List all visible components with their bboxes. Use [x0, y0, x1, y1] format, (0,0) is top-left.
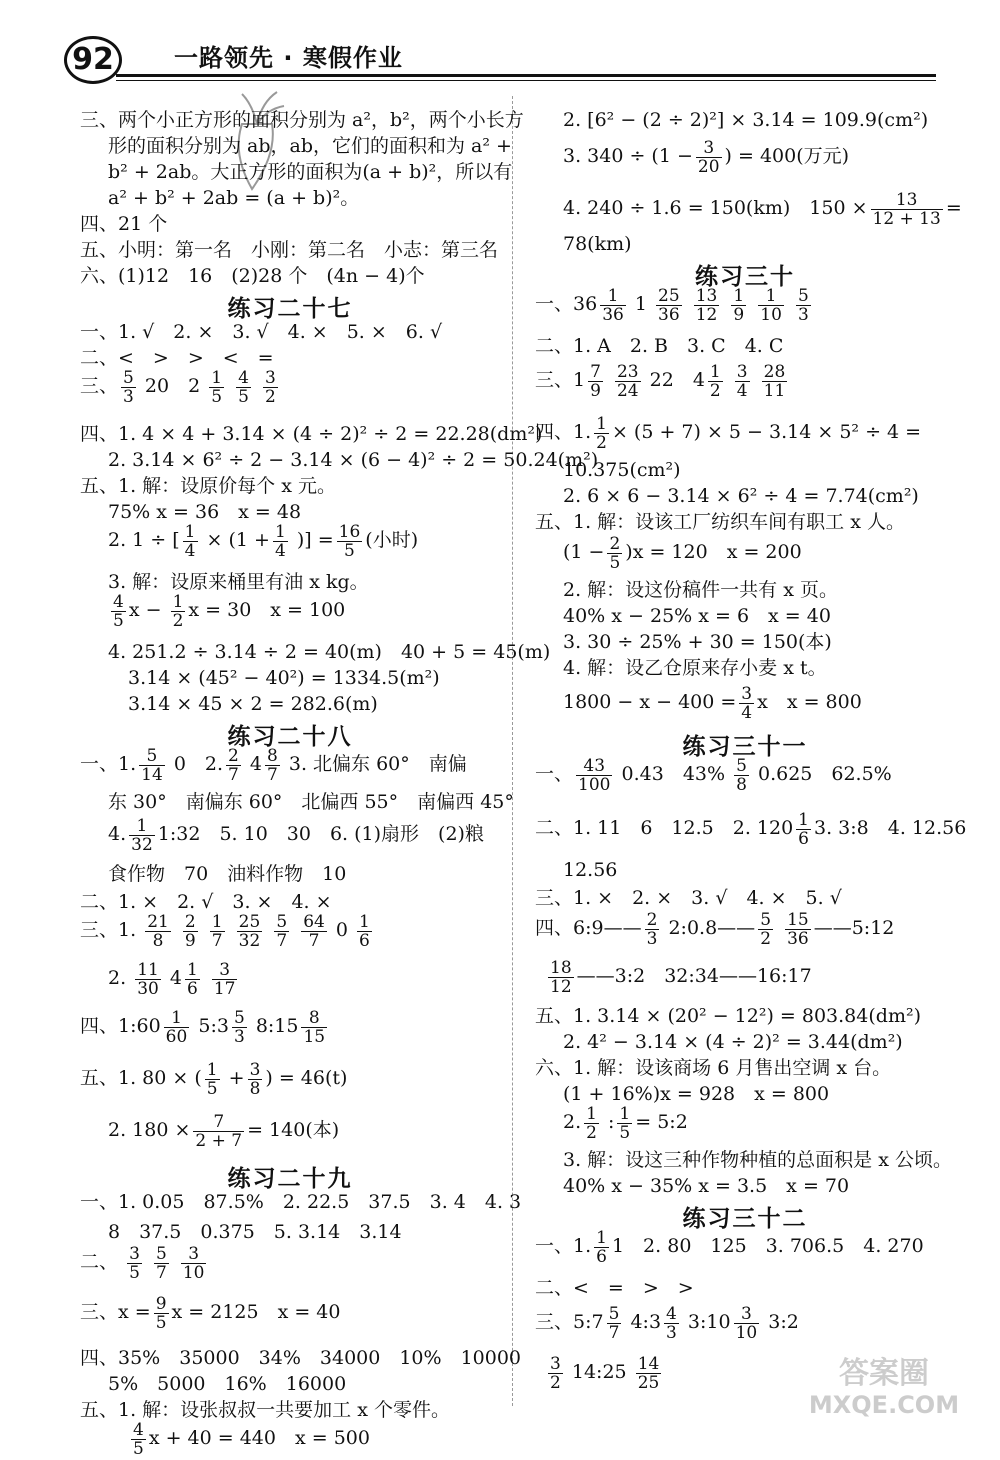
section-title: 练习二十七 [227, 296, 353, 322]
answer-line: 四、1. $\frac{1}{2}$ × (5 + 7) × 5 − 3.14 × 5² ÷ 4 = [535, 413, 922, 453]
answer-line: 一、1. $\frac{1}{6}$ 1 2. 80 125 3. 706.5 4. 270 [535, 1227, 924, 1267]
answer-line: 2. 解：设这份稿件一共有 x 页。 [563, 579, 838, 601]
answer-line: 2. 4² − 3.14 × (4 ÷ 2)² = 3.44(dm²) [563, 1031, 903, 1053]
answer-line: (1 − $\frac{2}{5}$ )x = 120 x = 200 [563, 533, 802, 573]
answer-line: 3. 30 ÷ 25% + 30 = 150(本) [563, 631, 832, 653]
answer-line: 六、1. 解：设该商场 6 月售出空调 x 台。 [535, 1057, 892, 1079]
answer-line: 五、1. 解：设原价每个 x 元。 [80, 475, 336, 497]
answer-line: 形的面积分别为 ab，ab，它们的面积和为 a² + [108, 135, 512, 157]
answer-line: 二、1. 11 6 12.5 2. 120 $\frac{1}{6}$ 3. 3:8 4. 12.56 [535, 809, 967, 849]
answer-line: 3. 解：设这三种作物种植的总面积是 x 公顷。 [563, 1149, 952, 1171]
answer-line: 一、1. √ 2. × 3. √ 4. × 5. × 6. √ [80, 321, 443, 343]
answer-line: 1800 − x − 400 = $\frac{3}{4}$ x x = 800 [563, 683, 862, 723]
answer-line: 三、x = $\frac{9}{5}$ x = 2125 x = 40 [80, 1293, 341, 1333]
book-title: 一路领先 · 寒假作业 [174, 44, 403, 72]
header-rule-thin [116, 80, 936, 81]
page-number: 92 [64, 36, 122, 84]
answer-line: 三、 $\frac{5}{3}$ 20 2 $\frac{1}{5}$ $\frac{4}{5}$ $\frac{3}{2}$ [80, 367, 276, 407]
answer-line: 二、< = > > [535, 1277, 694, 1299]
answer-line: 一、1. 0.05 87.5% 2. 22.5 37.5 3. 4 4. 3 [80, 1191, 522, 1213]
answer-line: 3.14 × (45² − 40²) = 1334.5(m²) [128, 667, 440, 689]
answer-line: $\frac{4}{5}$ x − $\frac{1}{2}$ x = 30 x = 100 [113, 591, 346, 631]
section-title: 练习三十二 [682, 1206, 808, 1232]
answer-line: 8 37.5 0.375 5. 3.14 3.14 [108, 1221, 402, 1243]
answer-line: $\frac{3}{2}$ 14:25 $\frac{14}{25}$ [550, 1353, 660, 1393]
watermark-en: MXQE.COM [808, 1391, 960, 1419]
answer-line: 五、1. 80 × ( $\frac{1}{5}$ + $\frac{3}{8}$ ) = 46(t) [80, 1059, 348, 1099]
answer-line: 2. 180 × $\frac{7}{2 + 7}$ = 140(本) [108, 1111, 340, 1151]
answer-line: 2. [6² − (2 ÷ 2)²] × 3.14 = 109.9(cm²) [563, 109, 929, 131]
answer-line: 五、1. 3.14 × (20² − 12²) = 803.84(dm²) [535, 1005, 921, 1027]
answer-line: 4. 解：设乙仓原来存小麦 x t。 [563, 657, 827, 679]
header-rule [116, 74, 936, 77]
answer-line: 一、 $\frac{43}{100}$ 0.43 43% $\frac{5}{8}$ 0.625 62.5% [535, 755, 892, 795]
answer-line: 二、< > > < = [80, 347, 274, 369]
answer-line: 一、1. $\frac{5}{14}$ 0 2. $\frac{2}{7}$ 4 $\frac{8}{7}$ 3. 北偏东 60° 南偏 [80, 745, 467, 785]
answer-line: 2. $\frac{11}{30}$ 4 $\frac{1}{6}$ $\frac{3}{17}$ [108, 959, 236, 999]
answer-line: 三、5:7 $\frac{5}{7}$ 4:3 $\frac{4}{3}$ 3:10 $\frac{3}{10}$ 3:2 [535, 1303, 799, 1343]
section-title: 练习二十九 [227, 1166, 353, 1192]
answer-line: 一、36 $\frac{1}{36}$ 1 $\frac{25}{36}$ $\frac{13}{12}$ $\frac{1}{9}$ $\frac{1}{10}$ $\frac{5}{3}$ [535, 285, 809, 325]
answer-line: 三、1 $\frac{7}{9}$ $\frac{23}{24}$ 22 4 $\frac{1}{2}$ $\frac{3}{4}$ $\frac{28}{11}$ [535, 361, 786, 401]
page-header [64, 34, 944, 92]
answer-line: 4. 251.2 ÷ 3.14 ÷ 2 = 40(m) 40 + 5 = 45(m) [108, 641, 551, 663]
section-title: 练习三十 [695, 264, 795, 290]
answer-line: 10.375(cm²) [563, 459, 681, 481]
answer-line: 三、1. $\frac{21}{8}$ $\frac{2}{9}$ $\frac{1}{7}$ $\frac{25}{32}$ $\frac{5}{7}$ $\frac{64}{7}$ 0 $\frac{1}{6}$ [80, 911, 370, 951]
answer-line: 3. 340 ÷ (1 − $\frac{3}{20}$ ) = 400(万元) [563, 137, 850, 177]
answer-line: b² + 2ab。大正方形的面积为(a + b)²，所以有 [108, 161, 513, 183]
answer-line: 2. 1 ÷ [ $\frac{1}{4}$ × (1 + $\frac{1}{4}$ )] = $\frac{16}{5}$ (小时) [108, 521, 419, 561]
section-title: 练习二十八 [227, 724, 353, 750]
answer-line: 五、1. 解：设该工厂纺织车间有职工 x 人。 [535, 511, 905, 533]
answer-line: 12.56 [563, 859, 618, 881]
answer-line: 5% 5000 16% 16000 [108, 1373, 347, 1395]
answer-line: $\frac{18}{12}$ ——3:2 32:34——16:17 [550, 957, 812, 997]
answer-line: 四、1:60 $\frac{1}{60}$ 5:3 $\frac{5}{3}$ 8:15 $\frac{8}{15}$ [80, 1007, 326, 1047]
answer-line: $\frac{4}{5}$ x + 40 = 440 x = 500 [133, 1419, 370, 1459]
answer-line: 40% x − 25% x = 6 x = 40 [563, 605, 831, 627]
answer-line: 3.14 × 45 × 2 = 282.6(m) [128, 693, 378, 715]
answer-line: (1 + 16%)x = 928 x = 800 [563, 1083, 830, 1105]
answer-line: 食作物 70 油料作物 10 [108, 863, 347, 885]
answer-line: 二、1. A 2. B 3. C 4. C [535, 335, 784, 357]
answer-line: 4. 240 ÷ 1.6 = 150(km) 150 × $\frac{13}{12 + 13}$ = [563, 189, 962, 229]
answer-line: 2. 6 × 6 − 3.14 × 6² ÷ 4 = 7.74(cm²) [563, 485, 919, 507]
answer-line: 3. 解：设原来桶里有油 x kg。 [108, 571, 369, 593]
answer-line: 2. 3.14 × 6² ÷ 2 − 3.14 × (6 − 4)² ÷ 2 = 50.24(m²) [108, 449, 599, 471]
answer-line: 2. $\frac{1}{2}$ : $\frac{1}{5}$ = 5:2 [563, 1103, 688, 1143]
answer-line: 四、1. 4 × 4 + 3.14 × (4 ÷ 2)² ÷ 2 = 22.28(dm²) [80, 423, 543, 445]
answer-line: 40% x − 35% x = 3.5 x = 70 [563, 1175, 850, 1197]
answer-line: 三、1. × 2. × 3. √ 4. × 5. √ [535, 887, 842, 909]
answer-line: 78(km) [563, 233, 632, 255]
answer-line: 二、1. × 2. √ 3. × 4. × [80, 891, 332, 913]
answer-line: 六、(1)12 16 (2)28 个 (4n − 4)个 [80, 265, 425, 287]
answer-line: 4. $\frac{1}{32}$ 1:32 5. 10 30 6. (1)扇形 (2)粮 [108, 815, 484, 855]
answer-line: 五、1. 解：设张叔叔一共要加工 x 个零件。 [80, 1399, 450, 1421]
answer-line: 四、21 个 [80, 213, 168, 235]
section-title: 练习三十一 [682, 734, 808, 760]
answer-line: 五、小明：第一名 小刚：第二名 小志：第三名 [80, 239, 499, 261]
answer-line: 东 30° 南偏东 60° 北偏西 55° 南偏西 45° [108, 791, 514, 813]
answer-line: 四、35% 35000 34% 34000 10% 10000 [80, 1347, 522, 1369]
answer-line: 二、 $\frac{3}{5}$ $\frac{5}{7}$ $\frac{3}{10}$ [80, 1243, 205, 1283]
watermark-logo [784, 1349, 984, 1419]
answer-line: 75% x = 36 x = 48 [108, 501, 302, 523]
answer-line: 三、两个小正方形的面积分别为 a²，b²，两个小长方 [80, 109, 524, 131]
answer-line: 四、6:9—— $\frac{2}{3}$ 2:0.8—— $\frac{5}{2}$ $\frac{15}{36}$ ——5:12 [535, 909, 895, 949]
watermark-cn: 答案圈 [839, 1356, 929, 1391]
answer-line: a² + b² + 2ab = (a + b)²。 [108, 187, 360, 209]
